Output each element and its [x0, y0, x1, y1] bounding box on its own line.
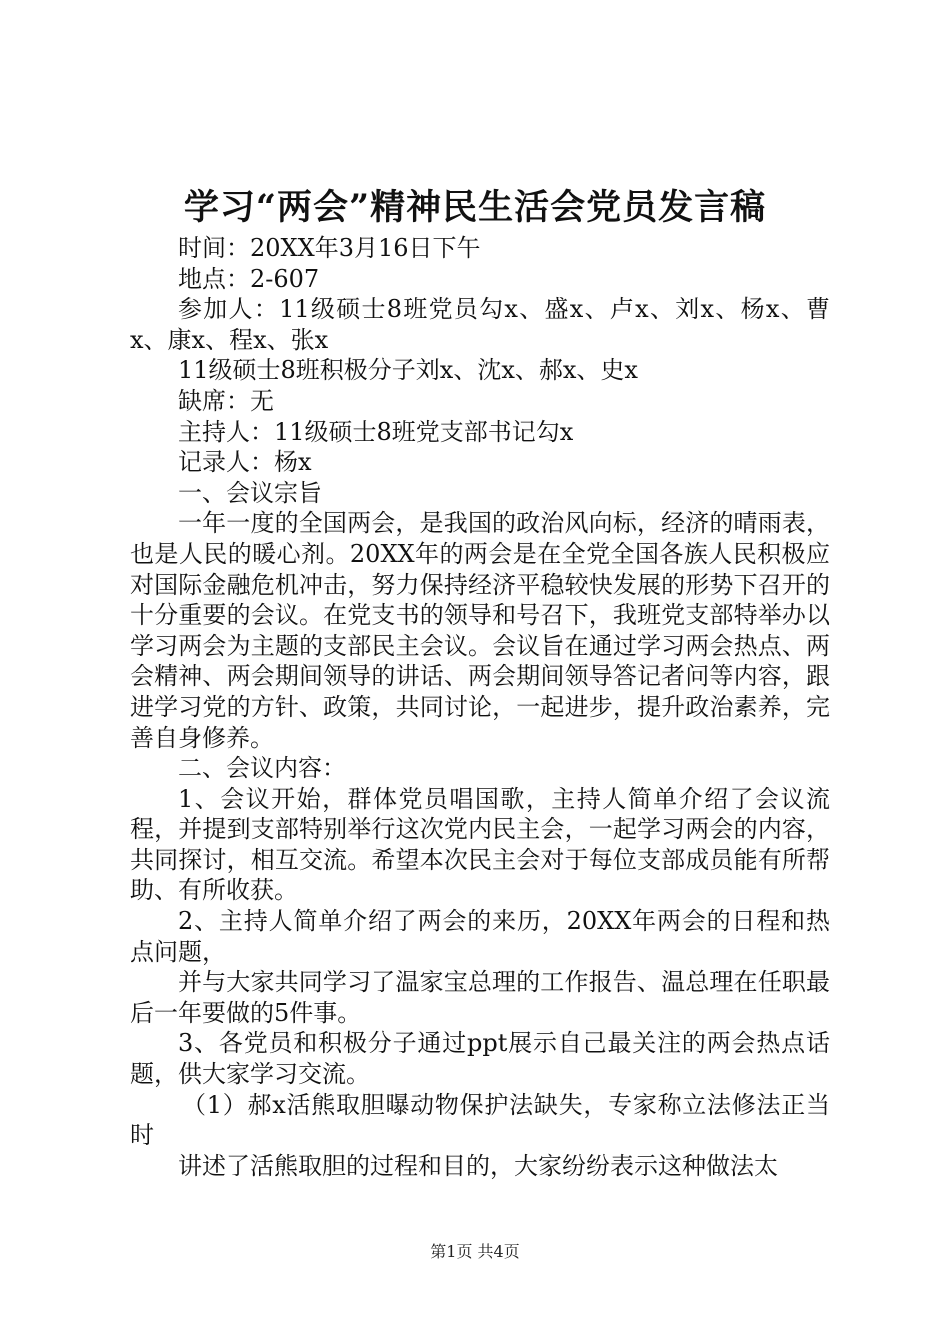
document-body	[130, 233, 830, 1181]
meeting-attendees: 参加人：11级硕士8班党员勾x、盛x、卢x、刘x、杨x、曹x、康x、程x、张x	[130, 295, 830, 354]
document-title: 学习“两会”精神民生活会党员发言稿	[183, 187, 767, 228]
page-footer: 第1页 共4页	[430, 1242, 520, 1261]
section-heading-content: 二、会议内容：	[178, 754, 346, 783]
content-item-2-continued: 并与大家共同学习了温家宝总理的工作报告、温总理在任职最后一年要做的5件事。	[130, 968, 830, 1027]
meeting-activists: 11级硕士8班积极分子刘x、沈x、郝x、史x	[178, 356, 638, 385]
meeting-time: 时间：20XX年3月16日下午	[178, 234, 481, 262]
purpose-paragraph: 一年一度的全国两会，是我国的政治风向标，经济的晴雨表，也是人民的暖心剂。20XX年的两会是在全党全国各族人民积极应对国际金融危机冲击，努力保持经济平稳较快发展的形势下召开的十分重要的会议。在党支书的领导和号召下，我班党支部特举办以学习两会为主题的支部民主会议。会议旨在通过学习两会热点、两会精神、两会期间领导的讲话、两会期间领导答记者问等内容，跟进学习党的方针、政策，共同讨论，一起进步，提升政治素养，完善自身修养。	[130, 509, 830, 752]
meeting-host: 主持人：11级硕士8班党支部书记勾x	[178, 417, 574, 446]
meeting-absent: 缺席：无	[178, 386, 274, 415]
content-item-2: 2、主持人简单介绍了两会的来历，20XX年两会的日程和热点问题，	[130, 907, 830, 966]
content-subitem-1: （1）郝x活熊取胆曝动物保护法缺失，专家称立法修法正当时	[130, 1090, 830, 1150]
content-item-1: 1、会议开始，群体党员唱国歌，主持人简单介绍了会议流程，并提到支部特别举行这次党内民主会，一起学习两会的内容，共同探讨，相互交流。希望本次民主会对于每位支部成员能有所帮助、有所收获。	[130, 784, 830, 905]
meeting-location: 地点：2-607	[178, 264, 320, 293]
content-item-3: 3、各党员和积极分子通过ppt展示自己最关注的两会热点话题，供大家学习交流。	[130, 1029, 830, 1089]
meeting-recorder: 记录人：杨x	[178, 448, 312, 477]
content-subitem-1-detail: 讲述了活熊取胆的过程和目的，大家纷纷表示这种做法太	[178, 1151, 778, 1180]
section-heading-purpose: 一、会议宗旨	[178, 478, 322, 507]
